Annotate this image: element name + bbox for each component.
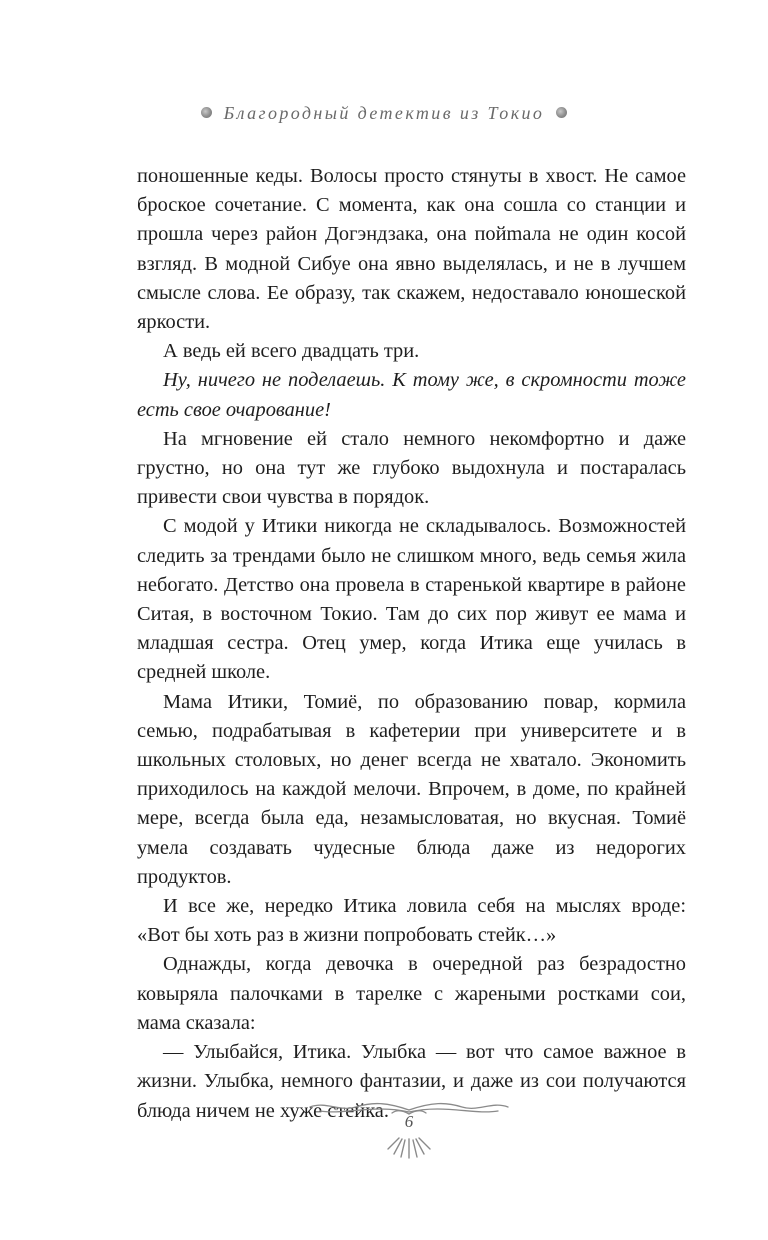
running-head-title: Благородный детектив из Токио	[223, 103, 545, 123]
paragraph-2: А ведь ей всего двадцать три.	[163, 340, 420, 363]
paragraph-3-italic-thought: Ну, ничего не поделаешь. К тому же, в скромности тоже есть свое очарование!	[137, 369, 686, 421]
paragraph-1: поношенные кеды. Волосы просто стянуты в хвост. Не самое броское сочетание. С момента, как она сошла со станции и прошла через район Догэндзака, она пойmала не один косой взгляд. В модной Сибуе она явно выделялась, и не в лучшем смысле слова. Ее образу, так скажем, недоставало юношеской яркости.	[137, 165, 686, 334]
swirl-flourish-icon	[304, 1098, 514, 1168]
body-text	[137, 162, 686, 1126]
paragraph-8: Однажды, когда девочка в очередной раз безрадостно ковыряла палочками в тарелке с жареными ростками сои, мама сказала:	[137, 953, 686, 1034]
folio	[304, 1098, 514, 1168]
paragraph-6: Мама Итики, Томиё, по образованию повар, кормила семью, подрабатывая в кафетерии при университете и в школьных столовых, но денег всегда не хватало. Экономить приходилось на каждой мелочи. Впрочем, в доме, по крайней мере, всегда была еда, незамысловатая, но вкусная. Томиё умела создавать чудесные блюда даже из недорогих продуктов.	[137, 690, 686, 888]
paragraph-5: С модой у Итики никогда не складывалось. Возможностей следить за трендами было не слишком много, ведь семья жила небогато. Детство она провела в старенькой квартире в районе Ситая, в восточном Токио. Там до сих пор живут ее мама и младшая сестра. Отец умер, когда Итика еще училась в средней школе.	[137, 515, 686, 684]
page-number: 6	[404, 1112, 414, 1131]
ornament-dot-right-icon	[556, 107, 567, 118]
paragraph-4: На мгновение ей стало немного некомфортно и даже грустно, но она тут же глубоко выдохнула и постаралась привести свои чувства в порядок.	[137, 427, 686, 509]
ornament-dot-left-icon	[201, 107, 212, 118]
running-head	[0, 103, 768, 124]
paragraph-9: — Улыбайся, Итика. Улыбка — вот что самое важное в жизни. Улыбка, немного фантазии, и даже из сои получаются блюда ничем не хуже стейка.	[137, 1041, 686, 1122]
paragraph-7: И все же, нередко Итика ловила себя на мыслях вроде: «Вот бы хоть раз в жизни попробовать стейк…»	[137, 895, 686, 947]
